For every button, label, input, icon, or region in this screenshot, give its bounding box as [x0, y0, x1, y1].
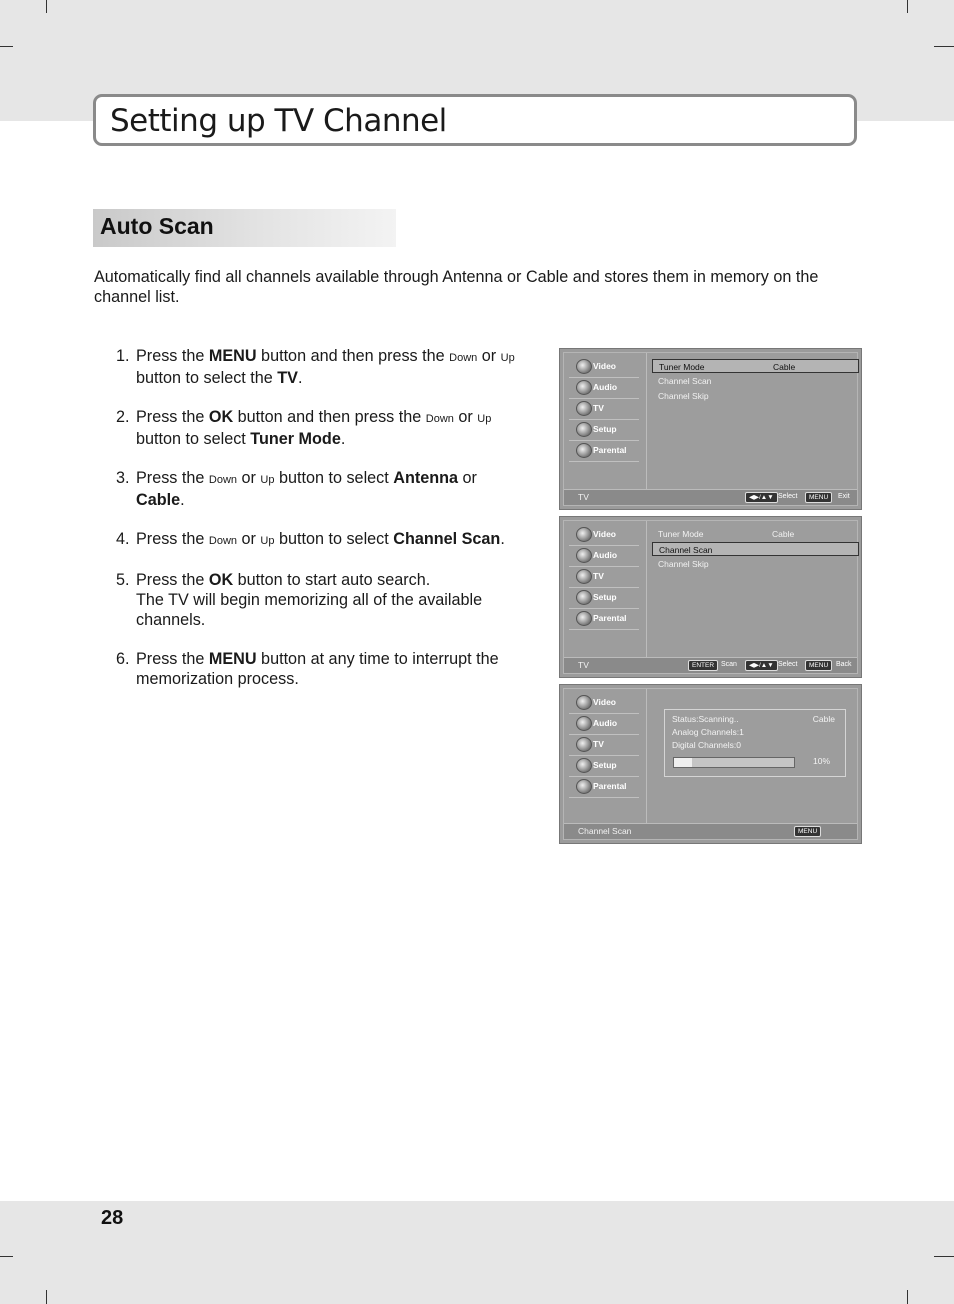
setup-icon — [576, 422, 592, 437]
text-label: . — [500, 530, 505, 548]
menu-item-video[interactable] — [569, 693, 639, 714]
text-label: TV — [593, 403, 604, 413]
text-label: 6. — [116, 650, 130, 668]
footer-band — [0, 1201, 954, 1304]
text-label: 1. — [116, 347, 130, 365]
menu-item-video[interactable] — [569, 357, 639, 378]
row-channel-scan[interactable] — [652, 542, 859, 556]
text-label: or — [237, 530, 261, 548]
step-4 — [116, 529, 516, 551]
crop-mark — [0, 1256, 13, 1257]
parental-icon — [576, 611, 592, 626]
text-label: button and then press the — [233, 408, 426, 426]
text-label: button at any time to interrupt the memorization process. — [136, 650, 499, 688]
menu-key: MENU — [805, 492, 832, 503]
parental-icon — [576, 443, 592, 458]
step-6 — [116, 649, 516, 689]
text-label: TV — [593, 739, 604, 749]
crop-mark — [907, 0, 908, 13]
text-label: MENU — [208, 650, 257, 668]
text-label: Select — [778, 493, 798, 500]
text-label: Exit — [838, 493, 850, 500]
menu-item-parental[interactable] — [569, 609, 639, 630]
row-tuner-mode[interactable] — [652, 527, 862, 541]
text-label: Cable — [773, 362, 796, 372]
video-icon — [576, 695, 592, 710]
text-label: Channel Scan — [658, 376, 712, 386]
text-label: TV — [578, 492, 589, 502]
crop-mark — [46, 1290, 47, 1304]
text-label: Audio — [593, 382, 618, 392]
osd-bottom-bar — [564, 657, 857, 673]
audio-icon — [576, 548, 592, 563]
menu-item-tv[interactable] — [569, 399, 639, 420]
step-3 — [116, 468, 516, 510]
step-5 — [116, 570, 516, 630]
text-label: button to select the — [136, 369, 278, 387]
text-label: Cable — [772, 529, 795, 539]
menu-item-setup[interactable] — [569, 588, 639, 609]
text-label: Parental — [593, 445, 627, 455]
text-label: 3. — [116, 469, 130, 487]
text-label: Tuner Mode — [658, 529, 704, 539]
section-header — [93, 209, 396, 247]
text-label: Setup — [593, 424, 617, 434]
text-label: or — [458, 469, 477, 487]
osd-bottom-bar — [564, 823, 857, 839]
text-label: OK — [208, 571, 234, 589]
menu-item-audio[interactable] — [569, 546, 639, 567]
text-label: OK — [208, 408, 234, 426]
tv-icon — [576, 569, 592, 584]
row-channel-skip[interactable] — [652, 389, 862, 403]
text-label: Antenna — [393, 469, 459, 487]
text-label: Down — [208, 474, 238, 486]
intro-paragraph: Automatically find all channels available through Antenna or Cable and stores them in memory on the channel list. — [94, 268, 819, 306]
text-label: Up — [500, 352, 515, 364]
text-label: Select — [778, 661, 798, 668]
text-label: or — [237, 469, 261, 487]
enter-key: ENTER — [688, 660, 718, 671]
menu-item-audio[interactable] — [569, 714, 639, 735]
menu-item-tv[interactable] — [569, 735, 639, 756]
setup-icon — [576, 758, 592, 773]
menu-item-audio[interactable] — [569, 378, 639, 399]
text-label: Press the — [136, 469, 209, 487]
text-label: Down — [449, 352, 478, 364]
text-label: Audio — [593, 550, 618, 560]
text-label: button to select — [274, 530, 394, 548]
scan-progress-bar — [673, 757, 795, 768]
text-label: Setup — [593, 592, 617, 602]
text-label: button to select — [136, 430, 251, 448]
text-label: Press the — [136, 650, 209, 668]
scan-progress-fill — [674, 758, 692, 767]
text-label: The TV will begin memorizing all of the available channels. — [136, 591, 483, 629]
tv-icon — [576, 401, 592, 416]
step-1 — [116, 346, 516, 388]
row-channel-skip[interactable] — [652, 557, 862, 571]
crop-mark — [46, 0, 47, 13]
osd-menu — [564, 353, 647, 493]
text-label: TV — [593, 571, 604, 581]
text-label: Channel Scan — [659, 545, 713, 555]
tv-screen-scanning — [559, 684, 862, 844]
text-label: Parental — [593, 613, 627, 623]
text-label: Back — [836, 661, 852, 668]
audio-icon — [576, 716, 592, 731]
text-label: Channel Skip — [658, 391, 709, 401]
text-label: Tuner Mode — [659, 362, 705, 372]
page-number: 28 — [101, 1207, 124, 1229]
text-label: Press the — [136, 530, 209, 548]
crop-mark — [0, 46, 13, 47]
scan-status-box — [664, 709, 846, 777]
text-label: 4. — [116, 530, 130, 548]
nav-arrows-icon: ◀▶/▲▼ — [745, 492, 778, 503]
setup-icon — [576, 590, 592, 605]
crop-mark — [934, 46, 954, 47]
text-label: Down — [208, 535, 238, 547]
text-label: Parental — [593, 781, 627, 791]
menu-key: MENU — [794, 826, 821, 837]
row-channel-scan[interactable] — [652, 374, 862, 388]
video-icon — [576, 359, 592, 374]
text-label: Up — [260, 474, 275, 486]
audio-icon — [576, 380, 592, 395]
menu-key: MENU — [805, 660, 832, 671]
text-label: or — [477, 347, 501, 365]
nav-arrows-icon: ◀▶/▲▼ — [745, 660, 778, 671]
steps-list — [116, 346, 516, 708]
menu-item-video[interactable] — [569, 525, 639, 546]
text-label: Status:Scanning.. — [672, 714, 739, 724]
text-label: TV — [578, 660, 589, 670]
text-label: or — [453, 408, 478, 426]
text-label: . — [180, 491, 185, 509]
osd-menu — [564, 689, 647, 829]
text-label: Press the — [136, 347, 209, 365]
scan-percent: 10% — [813, 756, 831, 766]
parental-icon — [576, 779, 592, 794]
text-label: Setup — [593, 760, 617, 770]
crop-mark — [934, 1256, 954, 1257]
page-title-box — [93, 94, 857, 146]
text-label: Tuner Mode — [250, 430, 341, 448]
menu-item-setup[interactable] — [569, 420, 639, 441]
osd-menu — [564, 521, 647, 661]
osd-bottom-bar — [564, 489, 857, 505]
menu-item-parental[interactable] — [569, 441, 639, 462]
text-label: Digital Channels:0 — [672, 740, 741, 750]
menu-item-tv[interactable] — [569, 567, 639, 588]
text-label: button to select — [274, 469, 394, 487]
step-2 — [116, 407, 516, 449]
video-icon — [576, 527, 592, 542]
text-label: button to start auto search. — [233, 571, 431, 589]
text-label: Cable — [812, 714, 835, 724]
text-label: Video — [593, 697, 616, 707]
text-label: Scan — [721, 661, 737, 668]
crop-mark — [907, 1290, 908, 1304]
text-label: Down — [425, 413, 454, 425]
text-label: Audio — [593, 718, 618, 728]
row-tuner-mode[interactable] — [652, 359, 859, 373]
text-label: Up — [260, 535, 275, 547]
text-label: 2. — [116, 408, 130, 426]
menu-item-parental[interactable] — [569, 777, 639, 798]
tv-icon — [576, 737, 592, 752]
text-label: . — [297, 369, 303, 387]
text-label: Channel Skip — [658, 559, 709, 569]
text-label: Channel Scan — [393, 530, 501, 548]
text-label: Press the — [136, 571, 209, 589]
text-label: Up — [477, 413, 492, 425]
text-label: button and then press the — [256, 347, 450, 365]
text-label: 5. — [116, 571, 130, 589]
page-title: Setting up TV Channel — [110, 103, 447, 139]
text-label: TV — [277, 369, 298, 387]
text-label: MENU — [208, 347, 257, 365]
tv-screen-tuner-mode — [559, 348, 862, 510]
text-label: Press the — [136, 408, 209, 426]
text-label: Cable — [136, 491, 181, 509]
text-label: . — [340, 430, 346, 448]
text-label: Video — [593, 529, 616, 539]
text-label: Video — [593, 361, 616, 371]
text-label: Channel Scan — [578, 826, 632, 836]
text-label: Analog Channels:1 — [672, 727, 744, 737]
menu-item-setup[interactable] — [569, 756, 639, 777]
section-title: Auto Scan — [100, 213, 214, 239]
tv-screen-channel-scan — [559, 516, 862, 678]
